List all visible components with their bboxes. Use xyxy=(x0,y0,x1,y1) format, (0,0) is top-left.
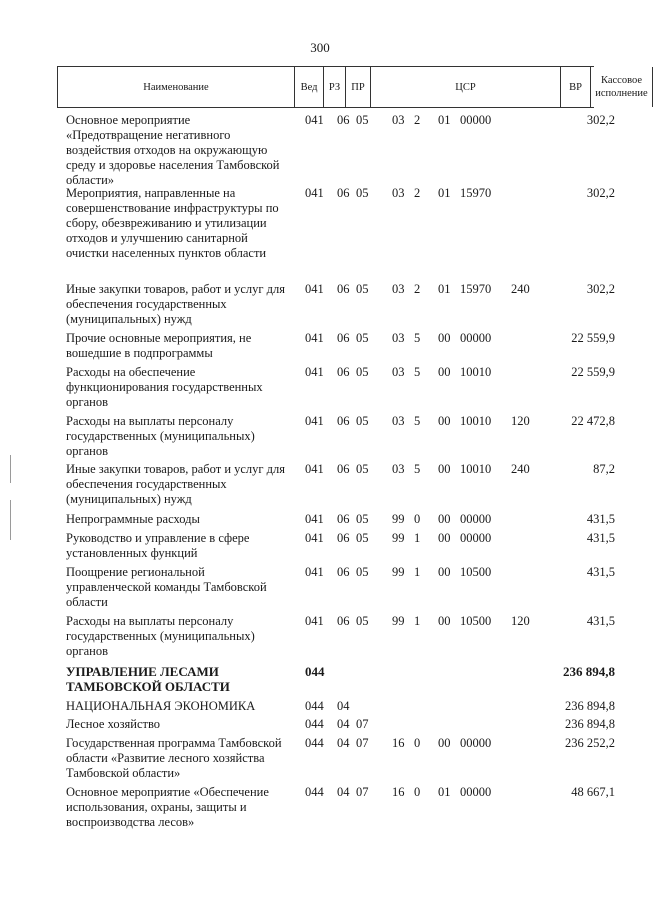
row-rz: 06 xyxy=(337,186,350,200)
row-csr-direction: 10010 xyxy=(460,462,492,476)
row-rz: 06 xyxy=(337,462,350,476)
row-csr-event: 01 xyxy=(438,282,451,296)
row-pr: 05 xyxy=(356,282,369,296)
row-pr: 05 xyxy=(356,565,369,579)
row-rz: 04 xyxy=(337,699,350,713)
row-csr-subprogram: 0 xyxy=(414,512,421,526)
row-pr: 05 xyxy=(356,414,369,428)
row-name: Государственная программа Тамбовской области «Развитие лесного хозяйства Тамбовской области» xyxy=(66,736,282,780)
row-csr-direction: 10010 xyxy=(460,414,492,428)
row-amount: 87,2 xyxy=(593,462,615,476)
row-name: Основное мероприятие «Обеспечение использования, охраны, защиты и воспроизводства лесов» xyxy=(66,785,269,829)
row-csr-program: 03 xyxy=(392,365,405,379)
row-csr-program: 99 xyxy=(392,531,405,545)
row-ved: 041 xyxy=(305,614,324,628)
row-pr: 05 xyxy=(356,186,369,200)
row-csr-event: 00 xyxy=(438,531,451,545)
header-name: Наименование xyxy=(57,67,294,107)
row-amount: 236 894,8 xyxy=(565,699,615,713)
row-csr-subprogram: 2 xyxy=(414,186,421,200)
row-name: Расходы на выплаты персоналу государственных (муниципальных) органов xyxy=(66,414,255,458)
row-csr-direction: 00000 xyxy=(460,785,492,799)
row-csr-event: 00 xyxy=(438,414,451,428)
row-name: Руководство и управление в сфере установленных функций xyxy=(66,531,250,560)
row-pr: 07 xyxy=(356,785,369,799)
row-amount: 236 894,8 xyxy=(565,717,615,731)
row-csr-direction: 15970 xyxy=(460,282,492,296)
row-vr: 240 xyxy=(511,462,530,476)
row-csr-subprogram: 1 xyxy=(414,614,421,628)
row-csr-event: 00 xyxy=(438,614,451,628)
row-csr-subprogram: 2 xyxy=(414,113,421,127)
row-csr-direction: 15970 xyxy=(460,186,492,200)
row-csr-event: 00 xyxy=(438,736,451,750)
row-rz: 06 xyxy=(337,113,350,127)
header-csr: ЦСР xyxy=(370,67,560,107)
row-csr-direction: 10500 xyxy=(460,614,492,628)
row-rz: 06 xyxy=(337,614,350,628)
row-csr-event: 00 xyxy=(438,365,451,379)
row-amount: 48 667,1 xyxy=(571,785,615,799)
row-name: Иные закупки товаров, работ и услуг для обеспечения государственных (муниципальных) нужд xyxy=(66,462,286,506)
row-pr: 05 xyxy=(356,113,369,127)
row-csr-event: 01 xyxy=(438,785,451,799)
row-amount: 236 252,2 xyxy=(565,736,615,750)
row-csr-program: 03 xyxy=(392,414,405,428)
row-ved: 041 xyxy=(305,186,324,200)
row-csr-subprogram: 5 xyxy=(414,331,421,345)
row-csr-event: 00 xyxy=(438,331,451,345)
row-rz: 06 xyxy=(337,414,350,428)
row-ved: 044 xyxy=(305,785,324,799)
row-csr-direction: 00000 xyxy=(460,736,492,750)
row-vr: 240 xyxy=(511,282,530,296)
row-csr-direction: 00000 xyxy=(460,113,492,127)
row-ved: 041 xyxy=(305,512,324,526)
row-pr: 07 xyxy=(356,717,369,731)
row-csr-direction: 10010 xyxy=(460,365,492,379)
row-csr-program: 03 xyxy=(392,113,405,127)
row-pr: 07 xyxy=(356,736,369,750)
header-amount: Кассовое исполнение xyxy=(590,67,653,107)
row-name: Иные закупки товаров, работ и услуг для обеспечения государственных (муниципальных) нужд xyxy=(66,282,286,326)
row-rz: 04 xyxy=(337,736,350,750)
row-ved: 041 xyxy=(305,531,324,545)
row-csr-program: 99 xyxy=(392,512,405,526)
row-ved: 041 xyxy=(305,282,324,296)
row-amount: 431,5 xyxy=(586,614,615,628)
row-amount: 302,2 xyxy=(586,186,615,200)
table-header xyxy=(57,66,648,108)
scan-margin-mark xyxy=(10,455,11,483)
row-amount: 22 559,9 xyxy=(571,331,615,345)
row-ved: 044 xyxy=(305,717,324,731)
row-amount: 302,2 xyxy=(586,113,615,127)
page-number: 300 xyxy=(310,40,330,55)
row-ved: 041 xyxy=(305,113,324,127)
row-csr-subprogram: 5 xyxy=(414,365,421,379)
row-name: НАЦИОНАЛЬНАЯ ЭКОНОМИКА xyxy=(66,699,256,713)
row-rz: 04 xyxy=(337,785,350,799)
row-name: УПРАВЛЕНИЕ ЛЕСАМИ ТАМБОВСКОЙ ОБЛАСТИ xyxy=(66,664,230,694)
row-csr-subprogram: 1 xyxy=(414,565,421,579)
row-csr-event: 00 xyxy=(438,512,451,526)
row-name: Расходы на обеспечение функционирования государственных органов xyxy=(66,365,263,409)
row-pr: 05 xyxy=(356,462,369,476)
row-csr-subprogram: 1 xyxy=(414,531,421,545)
row-rz: 06 xyxy=(337,282,350,296)
row-vr: 120 xyxy=(511,414,530,428)
row-name: Лесное хозяйство xyxy=(66,717,161,731)
row-pr: 05 xyxy=(356,331,369,345)
row-csr-subprogram: 0 xyxy=(414,736,421,750)
row-rz: 06 xyxy=(337,565,350,579)
row-csr-program: 16 xyxy=(392,736,405,750)
row-name: Поощрение региональной управленческой команды Тамбовской области xyxy=(66,565,267,609)
row-csr-subprogram: 2 xyxy=(414,282,421,296)
row-csr-program: 99 xyxy=(392,614,405,628)
header-vr: ВР xyxy=(560,67,590,107)
row-csr-subprogram: 0 xyxy=(414,785,421,799)
row-rz: 06 xyxy=(337,365,350,379)
row-csr-program: 99 xyxy=(392,565,405,579)
row-csr-program: 03 xyxy=(392,186,405,200)
row-csr-program: 03 xyxy=(392,331,405,345)
row-csr-event: 00 xyxy=(438,462,451,476)
row-ved: 041 xyxy=(305,414,324,428)
row-amount: 431,5 xyxy=(586,531,615,545)
row-vr: 120 xyxy=(511,614,530,628)
row-csr-program: 03 xyxy=(392,282,405,296)
row-csr-program: 03 xyxy=(392,462,405,476)
row-rz: 04 xyxy=(337,717,350,731)
row-csr-subprogram: 5 xyxy=(414,414,421,428)
row-csr-event: 01 xyxy=(438,186,451,200)
row-amount: 431,5 xyxy=(586,512,615,526)
row-name: Мероприятия, направленные на совершенствование инфраструктуры по сбору, обезвреживанию и утилизации отходов и улучшению санитарной очистки населенных пунктов области xyxy=(66,186,279,260)
row-csr-event: 00 xyxy=(438,565,451,579)
row-rz: 06 xyxy=(337,512,350,526)
row-csr-program: 16 xyxy=(392,785,405,799)
row-csr-event: 01 xyxy=(438,113,451,127)
header-pr: ПР xyxy=(345,67,370,107)
row-ved: 044 xyxy=(305,699,324,713)
row-csr-direction: 00000 xyxy=(460,531,492,545)
row-name: Основное мероприятие «Предотвращение негативного воздействия отходов на окружающую среду и здоровье населения Тамбовской области» xyxy=(66,113,280,187)
row-csr-direction: 10500 xyxy=(460,565,492,579)
header-ved: Вед xyxy=(294,67,323,107)
row-ved: 041 xyxy=(305,462,324,476)
row-amount: 431,5 xyxy=(586,565,615,579)
row-name: Прочие основные мероприятия, не вошедшие в подпрограммы xyxy=(66,331,252,360)
row-ved: 041 xyxy=(305,365,324,379)
row-ved: 044 xyxy=(305,736,324,750)
row-rz: 06 xyxy=(337,531,350,545)
row-csr-subprogram: 5 xyxy=(414,462,421,476)
row-ved: 041 xyxy=(305,331,324,345)
row-rz: 06 xyxy=(337,331,350,345)
row-ved: 041 xyxy=(305,565,324,579)
row-name: Расходы на выплаты персоналу государственных (муниципальных) органов xyxy=(66,614,255,658)
row-pr: 05 xyxy=(356,512,369,526)
row-amount: 302,2 xyxy=(586,282,615,296)
scan-margin-mark xyxy=(10,500,11,540)
row-amount: 236 894,8 xyxy=(563,664,615,679)
row-pr: 05 xyxy=(356,614,369,628)
row-pr: 05 xyxy=(356,365,369,379)
header-rz: РЗ xyxy=(323,67,345,107)
row-amount: 22 559,9 xyxy=(571,365,615,379)
row-amount: 22 472,8 xyxy=(571,414,615,428)
row-name: Непрограммные расходы xyxy=(66,512,200,526)
row-csr-direction: 00000 xyxy=(460,331,492,345)
row-ved: 044 xyxy=(305,664,325,679)
row-pr: 05 xyxy=(356,531,369,545)
row-csr-direction: 00000 xyxy=(460,512,492,526)
